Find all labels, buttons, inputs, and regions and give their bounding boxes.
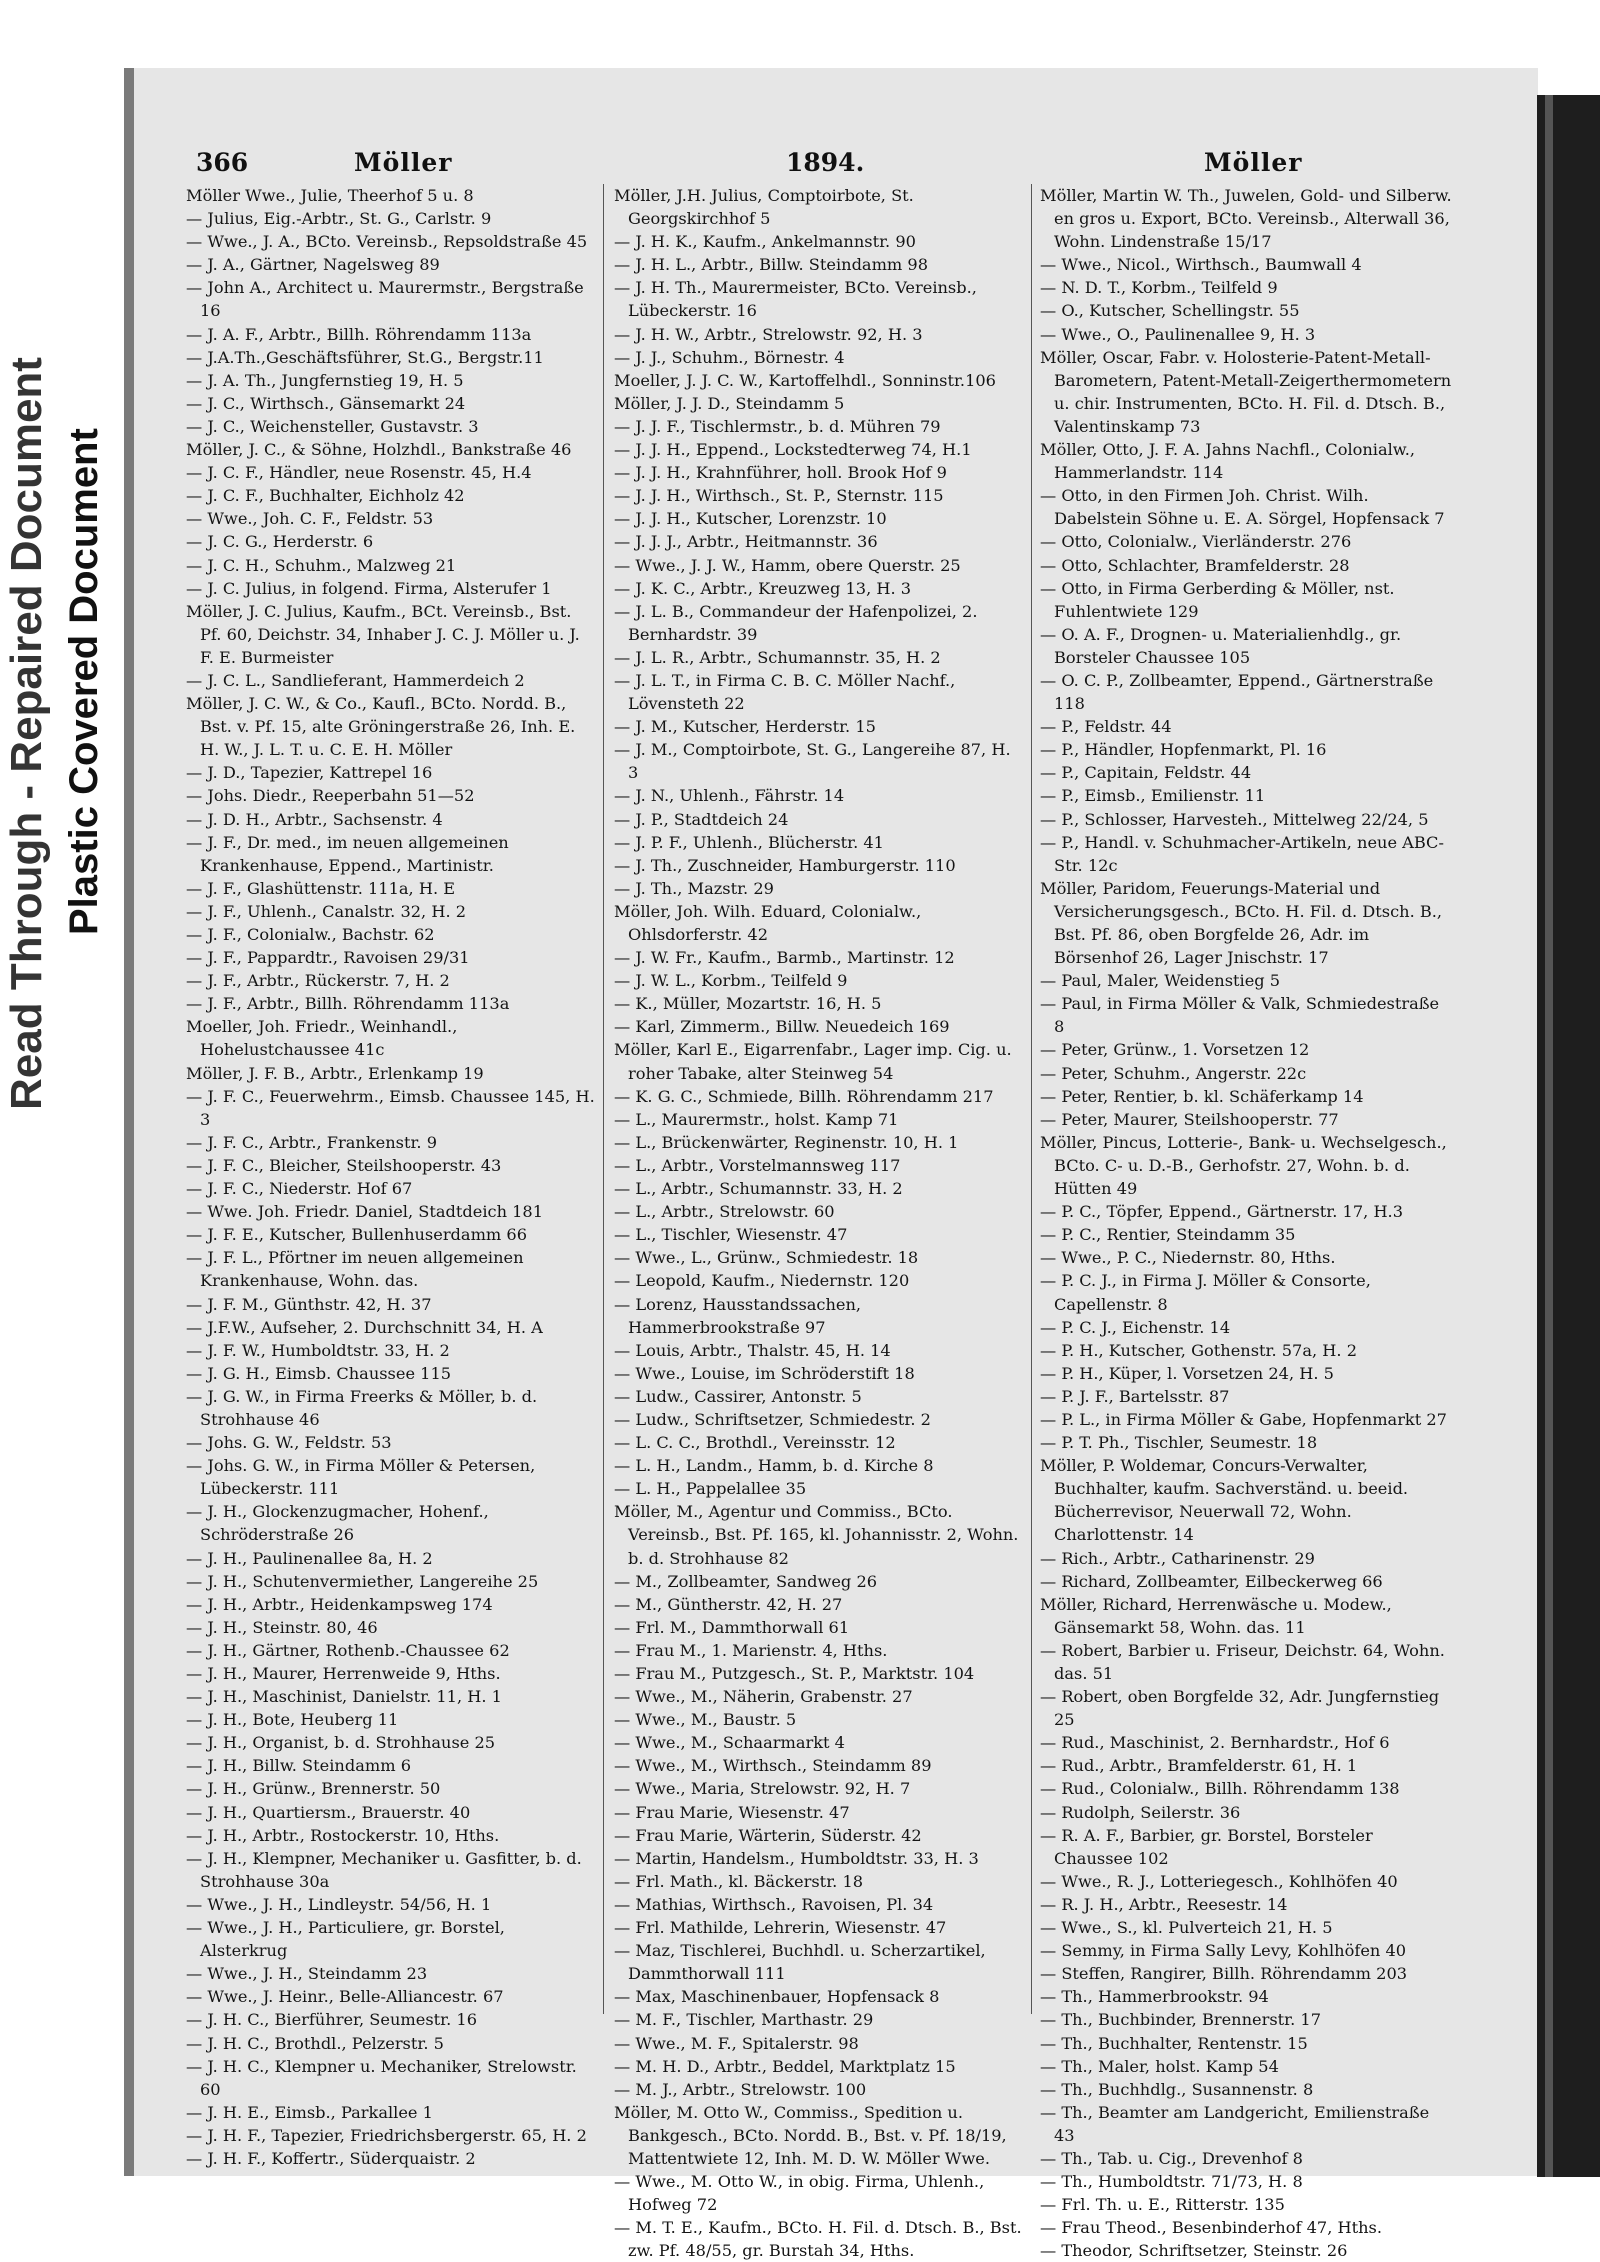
directory-entry: — Wwe., J. H., Particuliere, gr. Borstel, Alsterkrug: [186, 1918, 505, 1961]
directory-entry: — Rud., Maschinist, 2. Bernhardstr., Hof 6: [1040, 1733, 1390, 1753]
directory-entry: — J. H. K., Kaufm., Ankelmannstr. 90: [614, 232, 916, 252]
directory-column-1: [186, 184, 596, 2168]
directory-entry: — Wwe., J. H., Steindamm 23: [186, 1964, 428, 1984]
directory-entry: — Wwe., M. Otto W., in obig. Firma, Uhlenh., Hofweg 72: [614, 2172, 985, 2215]
directory-entry: — Wwe., Nicol., Wirthsch., Baumwall 4: [1040, 255, 1362, 275]
directory-entry: — P., Capitain, Feldstr. 44: [1040, 763, 1252, 783]
directory-entry: — J. H., Glockenzugmacher, Hohenf., Schröderstraße 26: [186, 1502, 489, 1545]
directory-entry: — Wwe., J. J. W., Hamm, obere Querstr. 25: [614, 555, 961, 575]
directory-entry: — Frl. M., Dammthorwall 61: [614, 1617, 850, 1637]
directory-entry: — J. J. F., Tischlermstr., b. d. Mühren 79: [614, 416, 941, 436]
directory-entry: — J. G. W., in Firma Freerks & Möller, b. d. Strohhause 46: [186, 1386, 538, 1429]
directory-entry: — P. C. J., in Firma J. Möller & Consorte, Capellenstr. 8: [1040, 1271, 1371, 1314]
directory-entry: — Semmy, in Firma Sally Levy, Kohlhöfen 40: [1040, 1941, 1407, 1961]
directory-entry: — Peter, Schuhm., Angerstr. 22c: [1040, 1063, 1307, 1083]
directory-entry: — J. H. L., Arbtr., Billw. Steindamm 98: [614, 255, 929, 275]
scan-label-plastic-covered: Plastic Covered Document: [62, 428, 106, 935]
directory-entry: — Wwe., M. F., Spitalerstr. 98: [614, 2033, 859, 2053]
directory-entry: — Wwe., O., Paulinenallee 9, H. 3: [1040, 324, 1316, 344]
directory-entry: — J. J. H., Krahnführer, holl. Brook Hof 9: [614, 463, 947, 483]
directory-entry: — Th., Hammerbrookstr. 94: [1040, 1987, 1269, 2007]
directory-entry: Möller, Otto, J. F. A. Jahns Nachfl., Colonialw., Hammerlandstr. 114: [1040, 440, 1416, 483]
directory-entry: — Frl. Mathilde, Lehrerin, Wiesenstr. 47: [614, 1918, 947, 1938]
directory-entry: — O., Kutscher, Schellingstr. 55: [1040, 301, 1300, 321]
directory-entry: Möller, Richard, Herrenwäsche u. Modew., Gänsemarkt 58, Wohn. das. 11: [1040, 1594, 1392, 1637]
directory-entry: — Robert, oben Borgfelde 32, Adr. Jungfernstieg 25: [1040, 1687, 1440, 1730]
directory-entry: — J. D. H., Arbtr., Sachsenstr. 4: [186, 809, 443, 829]
directory-entry: Moeller, Joh. Friedr., Weinhandl., Hohelustchaussee 41c: [186, 1017, 458, 1060]
column-rule-1: [603, 184, 604, 2014]
book-binding-edge: [1537, 95, 1600, 2177]
directory-entry: — Otto, Schlachter, Bramfelderstr. 28: [1040, 555, 1350, 575]
directory-entry: — J. J. J., Arbtr., Heitmannstr. 36: [614, 532, 878, 552]
directory-entry: — Frau Marie, Wärterin, Süderstr. 42: [614, 1825, 922, 1845]
directory-entry: — P., Schlosser, Harvesteh., Mittelweg 22/24, 5: [1040, 809, 1429, 829]
directory-entry: — Wwe., Louise, im Schröderstift 18: [614, 1363, 915, 1383]
directory-entry: — Rud., Arbtr., Bramfelderstr. 61, H. 1: [1040, 1756, 1358, 1776]
directory-entry: — J. L. R., Arbtr., Schumannstr. 35, H. 2: [614, 647, 941, 667]
directory-entry: — Maz, Tischlerei, Buchhdl. u. Scherzartikel, Dammthorwall 111: [614, 1941, 986, 1984]
directory-entry: — J. C. L., Sandlieferant, Hammerdeich 2: [186, 670, 525, 690]
directory-entry: — P. H., Kutscher, Gothenstr. 57a, H. 2: [1040, 1340, 1358, 1360]
directory-entry: Möller, J. C., & Söhne, Holzhdl., Bankstraße 46: [186, 440, 572, 460]
directory-entry: — Johs. G. W., in Firma Möller & Petersen, Lübeckerstr. 111: [186, 1456, 536, 1499]
directory-entry: — J. F., Colonialw., Bachstr. 62: [186, 925, 435, 944]
column-rule-2: [1031, 184, 1032, 2014]
directory-entry: Möller, Karl E., Eigarrenfabr., Lager imp. Cig. u. roher Tabake, alter Steinweg 54: [614, 1040, 1012, 1083]
directory-entry: — J. F. C., Niederstr. Hof 67: [186, 1179, 413, 1199]
directory-entry: — P. H., Küper, l. Vorsetzen 24, H. 5: [1040, 1363, 1334, 1383]
directory-entry: — Peter, Grünw., 1. Vorsetzen 12: [1040, 1040, 1310, 1060]
directory-entry: — J. H. Th., Maurermeister, BCto. Vereinsb., Lübeckerstr. 16: [614, 278, 977, 321]
directory-entry: — J. J. H., Eppend., Lockstedterweg 74, H.1: [614, 440, 972, 460]
directory-entry: — J. C., Weichensteller, Gustavstr. 3: [186, 416, 479, 436]
directory-entry: — J. A., Gärtner, Nagelsweg 89: [186, 255, 440, 275]
directory-entry: — Wwe., M., Baustr. 5: [614, 1710, 797, 1730]
directory-entry: — J. H., Paulinenallee 8a, H. 2: [186, 1548, 433, 1568]
directory-entry: Möller, J. C. W., & Co., Kaufl., BCto. Nordd. B., Bst. v. Pf. 15, alte Gröningerstraße 26, Inh. E. H. W., J. L. T. u. C. E. H. Möller: [186, 694, 576, 760]
directory-entry: — J. F. E., Kutscher, Bullenhuserdamm 66: [186, 1225, 528, 1245]
directory-entry: — Wwe., M., Schaarmarkt 4: [614, 1733, 845, 1753]
directory-entry: — O. C. P., Zollbeamter, Eppend., Gärtnerstraße 118: [1040, 670, 1434, 714]
directory-entry: — J. H. C., Brothdl., Pelzerstr. 5: [186, 2033, 444, 2053]
directory-entry: — Paul, Maler, Weidenstieg 5: [1040, 971, 1281, 991]
directory-entry: — P. T. Ph., Tischler, Seumestr. 18: [1040, 1433, 1318, 1453]
directory-entry: — Steffen, Rangirer, Billh. Röhrendamm 203: [1040, 1964, 1408, 1984]
directory-entry: — Th., Buchhdlg., Susannenstr. 8: [1040, 2079, 1314, 2099]
directory-entry: — L., Maurermstr., holst. Kamp 71: [614, 1109, 899, 1129]
directory-entry: Möller, J. C. Julius, Kaufm., BCt. Vereinsb., Bst. Pf. 60, Deichstr. 34, Inhaber J. C. J. Möller u. J. F. E. Burmeister: [186, 601, 580, 667]
directory-entry: — Paul, in Firma Möller & Valk, Schmiedestraße 8: [1040, 994, 1440, 1037]
directory-entry: — J. L. T., in Firma C. B. C. Möller Nachf., Lövensteth 22: [614, 670, 956, 714]
directory-entry: — Otto, in Firma Gerberding & Möller, nst. Fuhlentwiete 129: [1040, 578, 1395, 621]
directory-entry: — P. C., Rentier, Steindamm 35: [1040, 1225, 1296, 1245]
directory-entry: — Frl. Math., kl. Bäckerstr. 18: [614, 1871, 864, 1891]
running-head-right: Möller: [1204, 148, 1303, 177]
directory-entry: — J. P., Stadtdeich 24: [614, 809, 789, 829]
directory-entry: — J. H. C., Bierführer, Seumestr. 16: [186, 2010, 477, 2030]
scan-label-strip: [0, 0, 140, 2177]
directory-entry: — J. H., Organist, b. d. Strohhause 25: [186, 1733, 496, 1753]
directory-entry: Möller, Paridom, Feuerungs-Material und Versicherungsgesch., BCto. H. Fil. d. Dtsch. B., Bst. Pf. 86, oben Borgfelde 26, Adr. im Börsenhof 26, Lager Jnischstr. 17: [1040, 878, 1443, 968]
directory-entry: — Frau M., 1. Marienstr. 4, Hths.: [614, 1640, 888, 1660]
directory-entry: — Theodor, Schriftsetzer, Steinstr. 26: [1040, 2241, 1348, 2261]
directory-entry: — J. Th., Zuschneider, Hamburgerstr. 110: [614, 855, 956, 875]
directory-column-3: [1040, 184, 1454, 2261]
directory-entry: — P. J. F., Bartelsstr. 87: [1040, 1386, 1230, 1406]
directory-entry: — Martin, Handelsm., Humboldtstr. 33, H. 3: [614, 1848, 979, 1868]
directory-entry: — L., Tischler, Wiesenstr. 47: [614, 1225, 848, 1245]
directory-entry: — J. D., Tapezier, Kattrepel 16: [186, 763, 433, 783]
directory-entry: Möller, M., Agentur und Commiss., BCto. Vereinsb., Bst. Pf. 165, kl. Johannisstr. 2, Wohn. b. d. Strohhause 82: [614, 1502, 1019, 1568]
directory-entry: — J. F. C., Arbtr., Frankenstr. 9: [186, 1132, 438, 1152]
directory-entry: Möller, J. J. D., Steindamm 5: [614, 393, 845, 413]
directory-entry: — J. G. H., Eimsb. Chaussee 115: [186, 1363, 452, 1383]
page-year: 1894.: [786, 148, 865, 177]
directory-entry: — J. L. B., Commandeur der Hafenpolizei, 2. Bernhardstr. 39: [614, 601, 978, 644]
directory-entry: — J. H. F., Tapezier, Friedrichsbergerstr. 65, H. 2: [186, 2125, 587, 2145]
directory-entry: — Frau Theod., Besenbinderhof 47, Hths.: [1040, 2218, 1383, 2238]
directory-entry: Möller, Joh. Wilh. Eduard, Colonialw., Ohlsdorferstr. 42: [614, 901, 922, 944]
directory-entry: — L., Brückenwärter, Reginenstr. 10, H. 1: [614, 1132, 959, 1152]
directory-entry: — J. M., Kutscher, Herderstr. 15: [614, 717, 876, 737]
directory-entry: Möller, M. Otto W., Commiss., Spedition u. Bankgesch., BCto. Nordd. B., Bst. v. Pf. 18/19, Mattentwiete 12, Inh. M. D. W. Möller Wwe.: [614, 2102, 1007, 2168]
directory-entry: — J. K. C., Arbtr., Kreuzweg 13, H. 3: [614, 578, 912, 598]
directory-entry: — J. A. Th., Jungfernstieg 19, H. 5: [186, 370, 464, 390]
directory-entry: — Ludw., Schriftsetzer, Schmiedestr. 2: [614, 1409, 931, 1429]
directory-entry: — Robert, Barbier u. Friseur, Deichstr. 64, Wohn. das. 51: [1040, 1640, 1445, 1683]
directory-entry: — M., Zollbeamter, Sandweg 26: [614, 1571, 878, 1591]
directory-entry: — J. C. Julius, in folgend. Firma, Alsterufer 1: [186, 578, 552, 598]
directory-entry: — Leopold, Kaufm., Niedernstr. 120: [614, 1271, 910, 1291]
directory-entry: — J. N., Uhlenh., Fährstr. 14: [614, 786, 845, 806]
directory-entry: — O. A. F., Drognen- u. Materialienhdlg., gr. Borsteler Chaussee 105: [1040, 624, 1402, 667]
directory-entry: — J. H., Klempner, Mechaniker u. Gasfitter, b. d. Strohhause 30a: [186, 1848, 582, 1891]
directory-entry: — Julius, Eig.-Arbtr., St. G., Carlstr. 9: [186, 209, 492, 229]
directory-entry: — J. J., Schuhm., Börnestr. 4: [614, 347, 845, 367]
directory-entry: — P., Eimsb., Emilienstr. 11: [1040, 786, 1266, 806]
directory-entry: — Th., Tab. u. Cig., Drevenhof 8: [1040, 2148, 1303, 2168]
directory-entry: — P., Handl. v. Schuhmacher-Artikeln, neue ABC-Str. 12c: [1040, 832, 1444, 875]
directory-entry: — L. H., Landm., Hamm, b. d. Kirche 8: [614, 1456, 934, 1476]
page-number: 366: [196, 148, 249, 177]
directory-entry: — R. J. H., Arbtr., Reesestr. 14: [1040, 1894, 1288, 1914]
directory-entry: — Wwe., L., Grünw., Schmiedestr. 18: [614, 1248, 919, 1268]
directory-entry: — J. H., Billw. Steindamm 6: [186, 1756, 411, 1776]
directory-entry: — Rud., Colonialw., Billh. Röhrendamm 138: [1040, 1779, 1400, 1799]
directory-entry: — J. Th., Mazstr. 29: [614, 878, 774, 898]
directory-entry: — L., Arbtr., Strelowstr. 60: [614, 1202, 835, 1222]
directory-entry: — R. A. F., Barbier, gr. Borstel, Borsteler Chaussee 102: [1040, 1825, 1373, 1868]
directory-entry: — P., Feldstr. 44: [1040, 717, 1172, 737]
directory-entry: — J.A.Th.,Geschäftsführer, St.G., Bergstr.11: [186, 347, 544, 367]
running-head-left: Möller: [354, 148, 453, 177]
directory-entry: — Lorenz, Hausstandssachen, Hammerbrookstraße 97: [614, 1294, 862, 1337]
directory-entry: — K. G. C., Schmiede, Billh. Röhrendamm 217: [614, 1086, 994, 1106]
directory-entry: — Johs. G. W., Feldstr. 53: [186, 1433, 392, 1453]
directory-entry: — J. C. G., Herderstr. 6: [186, 532, 374, 552]
directory-entry: — Rudolph, Seilerstr. 36: [1040, 1802, 1241, 1822]
directory-entry: — Wwe., R. J., Lotteriegesch., Kohlhöfen 40: [1040, 1871, 1398, 1891]
directory-entry: — J. H., Arbtr., Rostockerstr. 10, Hths.: [186, 1825, 500, 1845]
directory-entry: Möller, Pincus, Lotterie-, Bank- u. Wechselgesch., BCto. C- u. D.-B., Gerhofstr. 27, Wohn. b. d. Hütten 49: [1040, 1132, 1447, 1199]
directory-entry: — M. F., Tischler, Marthastr. 29: [614, 2010, 874, 2030]
binding-spine: [1545, 95, 1553, 2177]
directory-entry: — Wwe., P. C., Niedernstr. 80, Hths.: [1040, 1248, 1336, 1268]
directory-entry: — J. C. F., Buchhalter, Eichholz 42: [186, 486, 465, 506]
directory-entry: — J. W. L., Korbm., Teilfeld 9: [614, 971, 848, 991]
directory-entry: — J. F., Uhlenh., Canalstr. 32, H. 2: [186, 901, 467, 921]
directory-entry: — J. M., Comptoirbote, St. G., Langereihe 87, H. 3: [614, 740, 1011, 783]
directory-entry: — Wwe., J. Heinr., Belle-Alliancestr. 67: [186, 1987, 504, 2007]
directory-entry: — J. H., Steinstr. 80, 46: [186, 1617, 378, 1637]
directory-entry: — Wwe., M., Näherin, Grabenstr. 27: [614, 1687, 913, 1707]
directory-entry: — Max, Maschinenbauer, Hopfensack 8: [614, 1987, 940, 2007]
directory-entry: — J. P. F., Uhlenh., Blücherstr. 41: [614, 832, 884, 852]
directory-entry: — J. F., Pappardtr., Ravoisen 29/31: [186, 948, 470, 968]
directory-entry: — Frau Marie, Wiesenstr. 47: [614, 1802, 850, 1822]
directory-column-2: [614, 184, 1026, 2261]
directory-entry: — Wwe., J. H., Lindleystr. 54/56, H. 1: [186, 1894, 492, 1914]
directory-entry: — John A., Architect u. Maurermstr., Bergstraße 16: [186, 278, 584, 321]
directory-entry: — M. H. D., Arbtr., Beddel, Marktplatz 15: [614, 2056, 956, 2076]
directory-entry: — Th., Maler, holst. Kamp 54: [1040, 2056, 1279, 2076]
directory-entry: — L., Arbtr., Schumannstr. 33, H. 2: [614, 1179, 903, 1199]
directory-entry: — J. H., Bote, Heuberg 11: [186, 1710, 399, 1730]
directory-entry: — Th., Humboldtstr. 71/73, H. 8: [1040, 2172, 1303, 2192]
directory-entry: Möller, Martin W. Th., Juwelen, Gold- und Silberw. en gros u. Export, BCto. Vereinsb., Alterwall 36, Wohn. Lindenstraße 15/17: [1040, 186, 1452, 252]
directory-entry: — J. A. F., Arbtr., Billh. Röhrendamm 113a: [186, 324, 532, 344]
directory-entry: — P., Händler, Hopfenmarkt, Pl. 16: [1040, 740, 1327, 760]
directory-entry: — J. F., Arbtr., Rückerstr. 7, H. 2: [186, 971, 450, 991]
directory-entry: — Wwe., S., kl. Pulverteich 21, H. 5: [1040, 1918, 1333, 1938]
directory-entry: — Louis, Arbtr., Thalstr. 45, H. 14: [614, 1340, 891, 1360]
directory-entry: Möller, J. F. B., Arbtr., Erlenkamp 19: [186, 1063, 484, 1083]
directory-entry: Möller, Oscar, Fabr. v. Holosterie-Patent-Metall-Barometern, Patent-Metall-Zeigerthermometern u. chir. Instrumenten, BCto. H. Fil. d. Dtsch. B., Valentinskamp 73: [1040, 347, 1452, 436]
directory-entry: Moeller, J. J. C. W., Kartoffelhdl., Sonninstr.106: [614, 370, 996, 390]
directory-entry: — J. H., Arbtr., Heidenkampsweg 174: [186, 1594, 493, 1614]
directory-entry: — P. C., Töpfer, Eppend., Gärtnerstr. 17, H.3: [1040, 1202, 1404, 1222]
directory-entry: — Th., Buchbinder, Brennerstr. 17: [1040, 2010, 1322, 2030]
directory-entry: — M. J., Arbtr., Strelowstr. 100: [614, 2079, 867, 2099]
directory-entry: — P. L., in Firma Möller & Gabe, Hopfenmarkt 27: [1040, 1409, 1447, 1429]
directory-entry: — J. H., Gärtner, Rothenb.-Chaussee 62: [186, 1640, 510, 1660]
directory-entry: — L. C. C., Brothdl., Vereinsstr. 12: [614, 1433, 896, 1453]
directory-entry: — Mathias, Wirthsch., Ravoisen, Pl. 34: [614, 1894, 934, 1914]
directory-entry: — J. H., Maurer, Herrenweide 9, Hths.: [186, 1664, 501, 1683]
directory-entry: — J. H., Maschinist, Danielstr. 11, H. 1: [186, 1687, 502, 1707]
directory-entry: — K., Müller, Mozartstr. 16, H. 5: [614, 994, 882, 1014]
directory-entry: — J. F. C., Feuerwehrm., Eimsb. Chaussee 145, H. 3: [186, 1086, 595, 1129]
directory-entry: — Rich., Arbtr., Catharinenstr. 29: [1040, 1548, 1315, 1568]
directory-entry: Möller, P. Woldemar, Concurs-Verwalter, Buchhalter, kaufm. Sachverständ. u. beeid. Bücherrevisor, Neuerwall 72, Wohn. Charlottenstr. 14: [1040, 1456, 1409, 1545]
directory-entry: — J. F. W., Humboldtstr. 33, H. 2: [186, 1340, 450, 1360]
directory-entry: — Th., Beamter am Landgericht, Emilienstraße 43: [1040, 2102, 1430, 2145]
page-header: [196, 148, 1516, 182]
directory-entry: — J. F. C., Bleicher, Steilshooperstr. 43: [186, 1155, 502, 1175]
directory-entry: — Otto, in den Firmen Joh. Christ. Wilh. Dabelstein Söhne u. E. A. Sörgel, Hopfensack 7: [1040, 486, 1445, 529]
directory-entry: — J. F. M., Günthstr. 42, H. 37: [186, 1294, 432, 1314]
directory-entry: — J. J. H., Wirthsch., St. P., Sternstr. 115: [614, 486, 944, 506]
directory-entry: — Peter, Maurer, Steilshooperstr. 77: [1040, 1109, 1339, 1129]
directory-entry: — Wwe., Joh. C. F., Feldstr. 53: [186, 509, 434, 529]
directory-entry: — Frl. Th. u. E., Ritterstr. 135: [1040, 2195, 1285, 2215]
directory-entry: — J. F., Glashüttenstr. 111a, H. E: [186, 878, 456, 898]
directory-entry: — J.F.W., Aufseher, 2. Durchschnitt 34, H. A: [186, 1317, 543, 1337]
directory-entry: — M. T. E., Kaufm., BCto. H. Fil. d. Dtsch. B., Bst. zw. Pf. 48/55, gr. Burstah 34, Hths.: [614, 2218, 1022, 2261]
directory-entry: — Wwe. Joh. Friedr. Daniel, Stadtdeich 181: [186, 1202, 544, 1222]
directory-entry: — J. H. E., Eimsb., Parkallee 1: [186, 2102, 433, 2122]
directory-entry: — Otto, Colonialw., Vierländerstr. 276: [1040, 532, 1352, 552]
directory-entry: — J. C., Wirthsch., Gänsemarkt 24: [186, 393, 466, 413]
directory-entry: — L., Arbtr., Vorstelmannsweg 117: [614, 1155, 901, 1175]
directory-entry: — J. H. F., Koffertr., Süderquaistr. 2: [186, 2148, 476, 2168]
directory-entry: — Karl, Zimmerm., Billw. Neuedeich 169: [614, 1017, 950, 1037]
directory-entry: — Wwe., M., Wirthsch., Steindamm 89: [614, 1756, 932, 1776]
directory-entry: — Johs. Diedr., Reeperbahn 51—52: [186, 786, 475, 806]
directory-entry: — P. C. J., Eichenstr. 14: [1040, 1317, 1231, 1337]
directory-entry: — L. H., Pappelallee 35: [614, 1479, 807, 1499]
directory-entry: — Frau M., Putzgesch., St. P., Marktstr. 104: [614, 1664, 975, 1683]
directory-entry: — Wwe., J. A., BCto. Vereinsb., Repsoldstraße 45: [186, 232, 588, 252]
directory-entry: — Richard, Zollbeamter, Eilbeckerweg 66: [1040, 1571, 1383, 1591]
directory-entry: — J. J. H., Kutscher, Lorenzstr. 10: [614, 509, 887, 529]
directory-entry: Möller, J.H. Julius, Comptoirbote, St. Georgskirchhof 5: [614, 186, 914, 229]
directory-entry: — N. D. T., Korbm., Teilfeld 9: [1040, 278, 1278, 298]
directory-entry: — M., Güntherstr. 42, H. 27: [614, 1594, 843, 1614]
directory-entry: — J. H., Grünw., Brennerstr. 50: [186, 1779, 441, 1799]
directory-entry: — J. H., Quartiersm., Brauerstr. 40: [186, 1802, 471, 1822]
directory-entry: — J. F. L., Pförtner im neuen allgemeinen Krankenhause, Wohn. das.: [186, 1248, 524, 1291]
directory-entry: Möller Wwe., Julie, Theerhof 5 u. 8: [186, 186, 474, 205]
directory-entry: — J. F., Arbtr., Billh. Röhrendamm 113a: [186, 994, 510, 1014]
directory-entry: — J. H., Schutenvermiether, Langereihe 25: [186, 1571, 539, 1591]
directory-entry: — Peter, Rentier, b. kl. Schäferkamp 14: [1040, 1086, 1364, 1106]
directory-entry: — J. C. F., Händler, neue Rosenstr. 45, H.4: [186, 463, 532, 483]
scan-label-read-through: Read Through - Repaired Document: [2, 357, 51, 1110]
directory-entry: — J. H. W., Arbtr., Strelowstr. 92, H. 3: [614, 324, 923, 344]
directory-entry: — Wwe., Maria, Strelowstr. 92, H. 7: [614, 1779, 911, 1799]
directory-entry: — J. W. Fr., Kaufm., Barmb., Martinstr. 12: [614, 948, 955, 968]
directory-entry: — J. H. C., Klempner u. Mechaniker, Strelowstr. 60: [186, 2056, 577, 2099]
directory-entry: — J. C. H., Schuhm., Malzweg 21: [186, 555, 457, 575]
directory-entry: — Ludw., Cassirer, Antonstr. 5: [614, 1386, 862, 1406]
directory-entry: — Th., Buchhalter, Rentenstr. 15: [1040, 2033, 1308, 2053]
directory-entry: — J. F., Dr. med., im neuen allgemeinen Krankenhause, Eppend., Martinistr.: [186, 832, 509, 875]
